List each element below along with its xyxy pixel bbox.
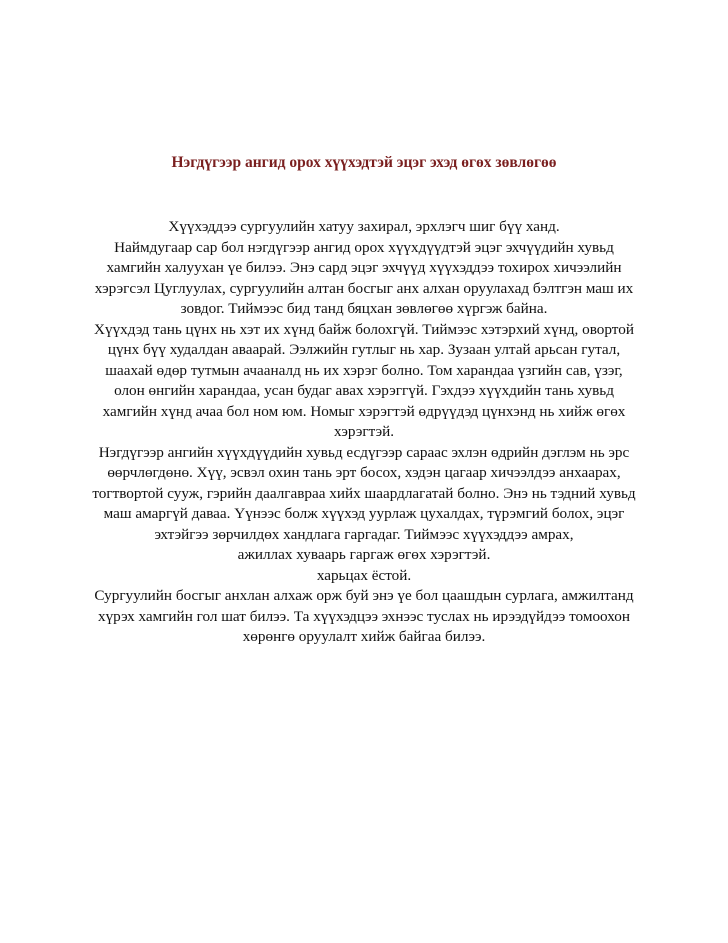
body-line: Хүүхдэд тань цүнх нь хэт их хүнд байж болохгүй. Тиймээс хэтэрхий хүнд, овортой [94,320,634,338]
body-line: хэрэгсэл Цуглуулах, сургуулийн алтан босгыг анх алхан оруулахад бэлтгэн маш их [94,279,634,297]
document-body [64,217,664,648]
body-line: хамгийн халуухан үе билээ. Энэ сард эцэг эхчүүд хүүхэддээ тохирох хичээлийн [106,259,622,276]
body-line: олон өнгийн харандаа, усан будаг авах хэрэггүй. Гэхдээ хүүхдийн тань хувьд [114,382,614,399]
body-line: тогтвортой сууж, гэрийн даалгавраа хийх шаардлагатай болно. Энэ нь тэдний хувьд [92,484,636,502]
body-line: Наймдугаар сар бол нэгдүгээр ангид орох хүүхдүүдтэй эцэг эхчүүдийн хувьд [114,238,614,256]
body-line: харьцах ёстой. [316,566,412,584]
body-line: шаахай өдөр тутмын ачааналд нь их хэрэг болно. Том харандаа үзгийн сав, үзэг, [105,361,623,379]
body-line: ажиллах хуваарь гаргаж өгөх хэрэгтэй. [237,546,491,563]
body-line: өөрчлөгдөнө. Хүү, эсвэл охин тань эрт босох, хэдэн цагаар хичээлдээ анхаарах, [107,464,621,481]
body-line: цүнх бүү худалдан аваарай. Ээлжийн гутлыг нь хар. Зузаан ултай арьсан гутал, [107,341,621,358]
document-title: Нэгдүгээр ангид орох хүүхэдтэй эцэг эхэд өгөх зөвлөгөө [171,154,557,171]
body-line: хэрэгтэй. [333,423,395,440]
body-line: хөрөнгө оруулалт хийж байгаа билээ. [242,628,486,645]
body-line: зовдог. Тиймээс бид танд бяцхан зөвлөгөө хүргэж байна. [180,300,548,317]
body-line: Нэгдүгээр ангийн хүүхдүүдийн хувьд есдүгээр сараас эхлэн өдрийн дэглэм нь эрс [98,443,630,461]
body-line: Сургуулийн босгыг анхлан алхаж орж буй энэ үе бол цаашдын сурлага, амжилтанд [94,587,634,604]
body-line: хүрэх хамгийн гол шат билээ. Та хүүхэдцээ эхнээс туслах нь ирээдүйдээ томоохон [97,607,630,625]
body-line: хамгийн хүнд ачаа бол ном юм. Номыг хэрэгтэй өдрүүдэд цүнхэнд нь хийж өгөх [102,402,626,420]
body-line: Хүүхэддээ сургуулийн хатуу захирал, эрхлэгч шиг бүү ханд. [168,218,560,235]
body-line: маш амаргүй даваа. Үүнээс болж хүүхэд уурлаж цухалдах, түрэмгий болох, эцэг [103,505,625,522]
body-line: эхтэйгээ зөрчилдөх хандлага гаргадаг. Тиймээс хүүхэддээ амрах, [154,525,574,543]
